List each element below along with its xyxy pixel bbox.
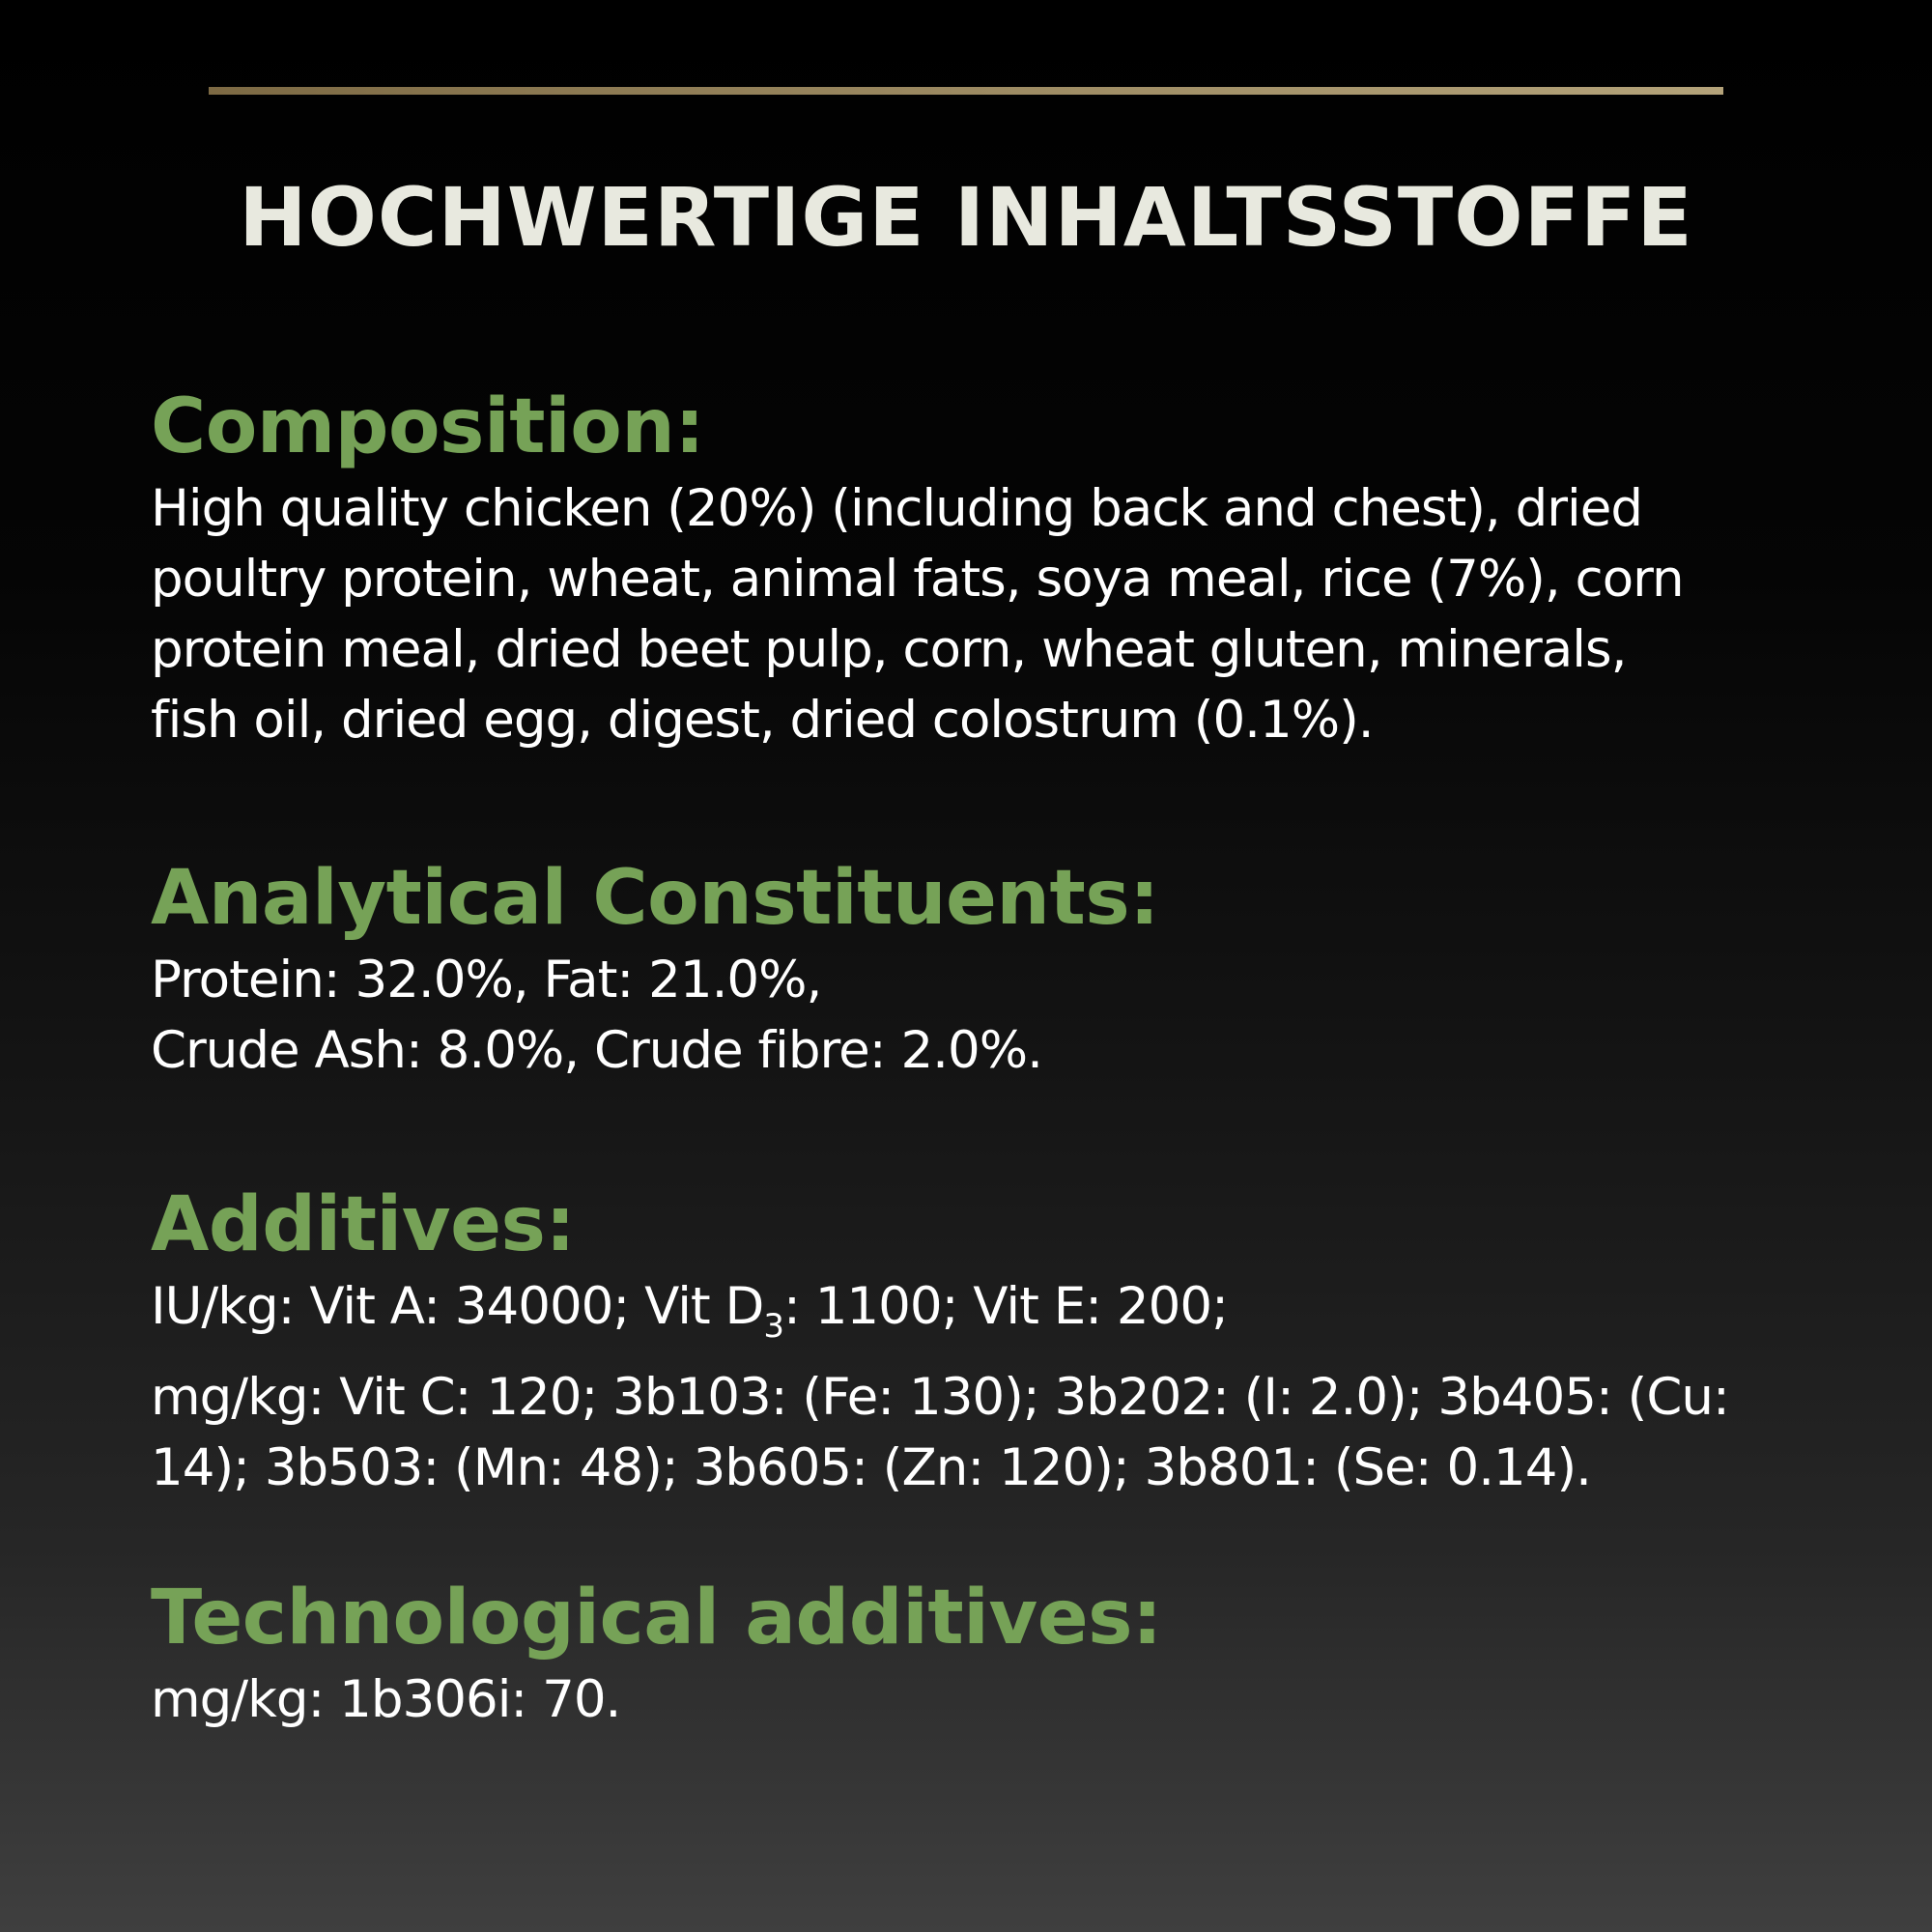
additives-line-end: : 1100; Vit E: 200; xyxy=(783,1277,1228,1336)
technological-additives-text xyxy=(151,1664,1793,1735)
analytical-line: Crude Ash: 8.0%, Crude fibre: 2.0%. xyxy=(151,1021,1042,1080)
composition-line: fish oil, dried egg, digest, dried colostrum (0.1%). xyxy=(151,691,1374,750)
analytical-constituents-section xyxy=(151,852,1793,1086)
analytical-constituents-heading: Analytical Constituents: xyxy=(151,855,1159,942)
technological-additives-section xyxy=(151,1572,1793,1735)
composition-text xyxy=(151,473,1793,755)
additives-line: 14); 3b503: (Mn: 48); 3b605: (Zn: 120); 3b801: (Se: 0.14). xyxy=(151,1438,1592,1497)
composition-line: High quality chicken (20%) (including back and chest), dried xyxy=(151,479,1643,538)
technological-additives-heading: Technological additives: xyxy=(151,1575,1162,1662)
analytical-constituents-text xyxy=(151,945,1793,1086)
vitamin-d-subscript: 3 xyxy=(763,1307,783,1346)
page-title: HOCHWERTIGE INHALTSSTOFFE xyxy=(239,170,1693,265)
top-divider xyxy=(209,87,1723,95)
additives-line xyxy=(151,1271,1793,1362)
composition-line: poultry protein, wheat, animal fats, soya meal, rice (7%), corn xyxy=(151,550,1684,609)
analytical-line: Protein: 32.0%, Fat: 21.0%, xyxy=(151,951,822,1009)
additives-section xyxy=(151,1179,1793,1503)
technological-line: mg/kg: 1b306i: 70. xyxy=(151,1670,621,1729)
composition-line: protein meal, dried beet pulp, corn, wheat gluten, minerals, xyxy=(151,620,1627,679)
additives-line-start: IU/kg: Vit A: 34000; Vit D xyxy=(151,1277,764,1336)
additives-text xyxy=(151,1271,1793,1503)
composition-section xyxy=(151,381,1793,755)
additives-heading: Additives: xyxy=(151,1181,576,1268)
composition-heading: Composition: xyxy=(151,384,705,470)
additives-line: mg/kg: Vit C: 120; 3b103: (Fe: 130); 3b202: (I: 2.0); 3b405: (Cu: xyxy=(151,1368,1729,1427)
